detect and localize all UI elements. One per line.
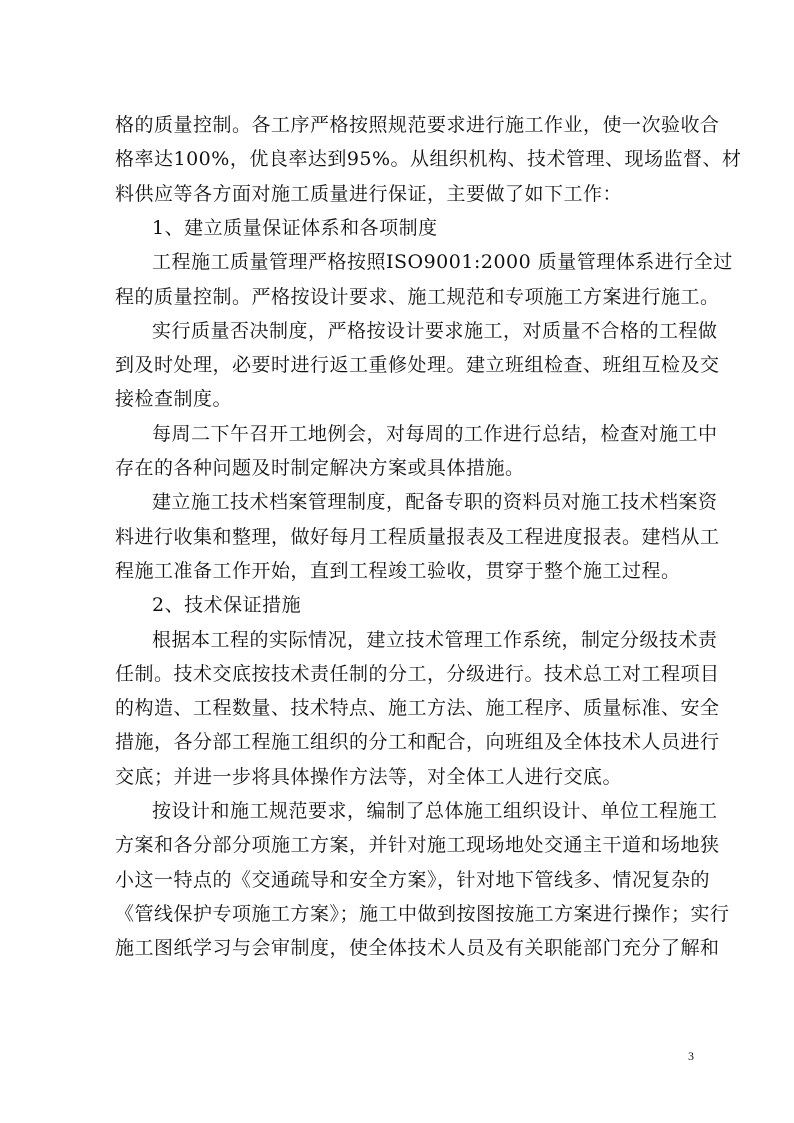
text-line: 1、建立质量保证体系和各项制度 [152, 216, 438, 239]
page-number: 3 [688, 1049, 694, 1063]
text-line: 程施工准备工作开始，直到工程竣工验收，贯穿于整个施工过程。 [115, 559, 681, 582]
text-line: 交底；并进一步将具体操作方法等，对全体工人进行交底。 [115, 765, 623, 788]
text-line: 到及时处理，必要时进行返工重修处理。建立班组检查、班组互检及交 [115, 354, 720, 377]
text-line: 料供应等各方面对施工质量进行保证，主要做了如下工作： [115, 182, 623, 205]
text-line: 格的质量控制。各工序严格按照规范要求进行施工作业，使一次验收合 [115, 114, 720, 136]
text-line: 措施，各分部工程施工组织的分工和配合，向班组及全体技术人员进行 [115, 731, 720, 754]
text-line: 接检查制度。 [115, 388, 233, 411]
text-line: 存在的各种问题及时制定解决方案或具体措施。 [115, 457, 525, 479]
text-line: 料进行收集和整理，做好每月工程质量报表及工程进度报表。建档从工 [115, 525, 720, 548]
text-line: 任制。技术交底按技术责任制的分工，分级进行。技术总工对工程项目 [115, 662, 720, 685]
text-line: 2、技术保证措施 [152, 594, 302, 617]
text-line: 工程施工质量管理严格按照ISO9001:2000 质量管理体系进行全过 [152, 251, 733, 274]
text-line: 方案和各分部分项施工方案，并针对施工现场地处交通主干道和场地狭 [115, 834, 720, 857]
text-line: 每周二下午召开工地例会，对每周的工作进行总结，检查对施工中 [152, 422, 718, 445]
text-line: 建立施工技术档案管理制度，配备专职的资料员对施工技术档案资 [152, 491, 718, 514]
text-line: 按设计和施工规范要求，编制了总体施工组织设计、单位工程施工 [152, 800, 718, 822]
text-line: 的构造、工程数量、技术特点、施工方法、施工程序、质量标准、安全 [115, 697, 720, 720]
text-line: 根据本工程的实际情况，建立技术管理工作系统，制定分级技术责 [152, 628, 718, 651]
text-line: 实行质量否决制度，严格按设计要求施工，对质量不合格的工程做 [152, 319, 718, 342]
text-line: 小这一特点的《交通疏导和安全方案》，针对地下管线多、情况复杂的 [115, 868, 711, 891]
text-line: 《管线保护专项施工方案》；施工中做到按图按施工方案进行操作；实行 [115, 902, 730, 925]
text-line: 施工图纸学习与会审制度，使全体技术人员及有关职能部门充分了解和 [115, 937, 720, 960]
text-line: 格率达100%，优良率达到95%。从组织机构、技术管理、现场监督、材 [115, 148, 742, 171]
text-line: 程的质量控制。严格按设计要求、施工规范和专项施工方案进行施工。 [115, 285, 720, 308]
